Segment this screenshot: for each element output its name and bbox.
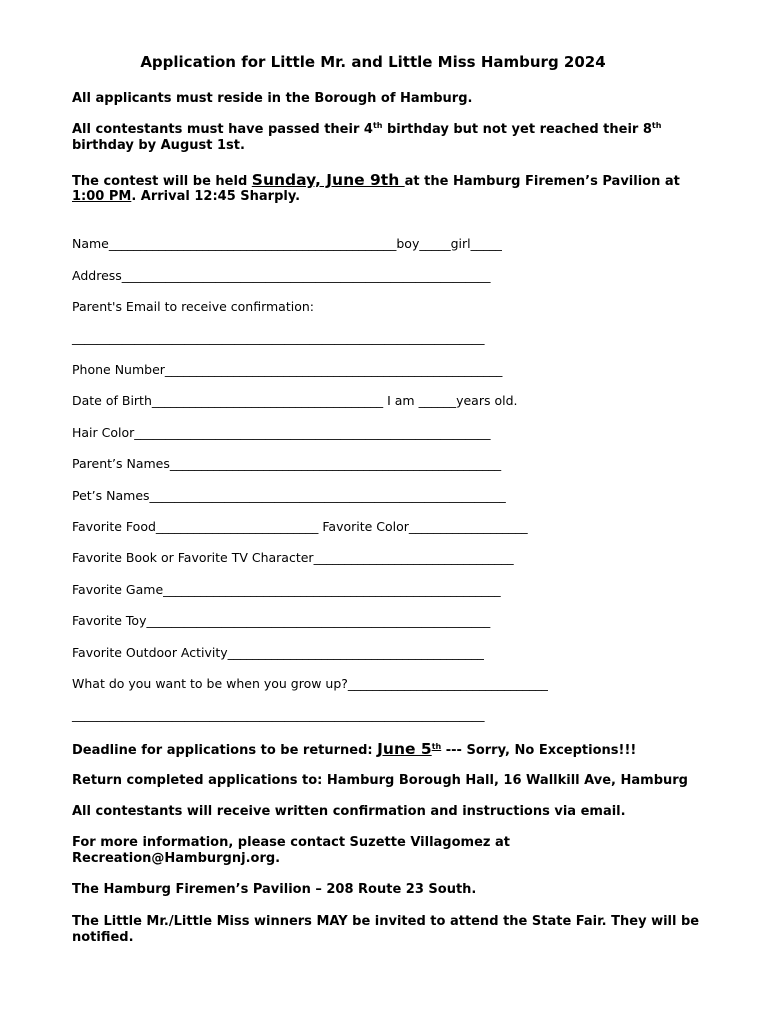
deadline-sup: th (431, 742, 442, 751)
deadline-line (72, 740, 636, 758)
age-rule-sup-1: th (372, 121, 383, 130)
deadline-post: --- Sorry, No Exceptions!!! (441, 743, 637, 758)
age-rule-text-2: birthday but not yet reached their 8 (382, 122, 652, 137)
info-email: Recreation@Hamburgnj.org. (72, 851, 281, 866)
state-fair-line1: The Little Mr./Little Miss winners MAY be invited to attend the State Fair. They will be (72, 914, 700, 929)
phone-field[interactable]: Phone Number______________________________________________________ (72, 362, 503, 377)
held-post: at the Hamburg Firemen’s Pavilion at (404, 174, 680, 189)
age-rule-text-1: All contestants must have passed their 4 (72, 122, 373, 137)
name-field[interactable]: Name______________________________________________boy_____girl_____ (72, 236, 502, 251)
contest-date: Sunday, June 9th (251, 171, 405, 189)
age-rule-line1 (72, 122, 661, 137)
favorite-game-field[interactable]: Favorite Game______________________________________________________ (72, 582, 501, 597)
email-field[interactable]: __________________________________________________________________ (72, 330, 485, 345)
arrival-time: . Arrival 12:45 Sharply. (131, 189, 301, 204)
contest-time: 1:00 PM (72, 189, 132, 204)
dob-field[interactable]: Date of Birth_____________________________________ I am ______years old. (72, 393, 518, 408)
favorite-food-color-field[interactable]: Favorite Food__________________________ Favorite Color___________________ (72, 519, 528, 534)
info-line1: For more information, please contact Suzette Villagomez at (72, 835, 510, 850)
address-field[interactable]: Address___________________________________________________________ (72, 268, 491, 283)
favorite-toy-field[interactable]: Favorite Toy_______________________________________________________ (72, 613, 491, 628)
age-rule-sup-2: th (651, 121, 662, 130)
favorite-book-tv-field[interactable]: Favorite Book or Favorite TV Character________________________________ (72, 550, 514, 565)
hair-color-field[interactable]: Hair Color_________________________________________________________ (72, 425, 491, 440)
held-pre: The contest will be held (72, 174, 252, 189)
email-label: Parent's Email to receive confirmation: (72, 299, 314, 314)
deadline-pre: Deadline for applications to be returned: (72, 743, 378, 758)
parents-names-field[interactable]: Parent’s Names_____________________________________________________ (72, 456, 502, 471)
contest-held-line1 (72, 171, 680, 189)
state-fair-line2: notified. (72, 930, 134, 945)
return-address: Return completed applications to: Hamburg Borough Hall, 16 Wallkill Ave, Hamburg (72, 773, 688, 788)
age-rule-line2: birthday by August 1st. (72, 138, 245, 153)
deadline-date: June 5 (377, 740, 432, 758)
confirmation-note: All contestants will receive written confirmation and instructions via email. (72, 804, 626, 819)
favorite-outdoor-field[interactable]: Favorite Outdoor Activity_________________________________________ (72, 645, 484, 660)
contest-held-line2 (72, 189, 300, 204)
page-title: Application for Little Mr. and Little Miss Hamburg 2024 (140, 53, 606, 71)
pavilion-address: The Hamburg Firemen’s Pavilion – 208 Route 23 South. (72, 882, 477, 897)
pets-names-field[interactable]: Pet’s Names_________________________________________________________ (72, 488, 506, 503)
grow-up-line[interactable]: __________________________________________________________________ (72, 707, 485, 722)
grow-up-field[interactable]: What do you want to be when you grow up?________________________________ (72, 676, 548, 691)
residency-rule: All applicants must reside in the Borough of Hamburg. (72, 91, 473, 106)
